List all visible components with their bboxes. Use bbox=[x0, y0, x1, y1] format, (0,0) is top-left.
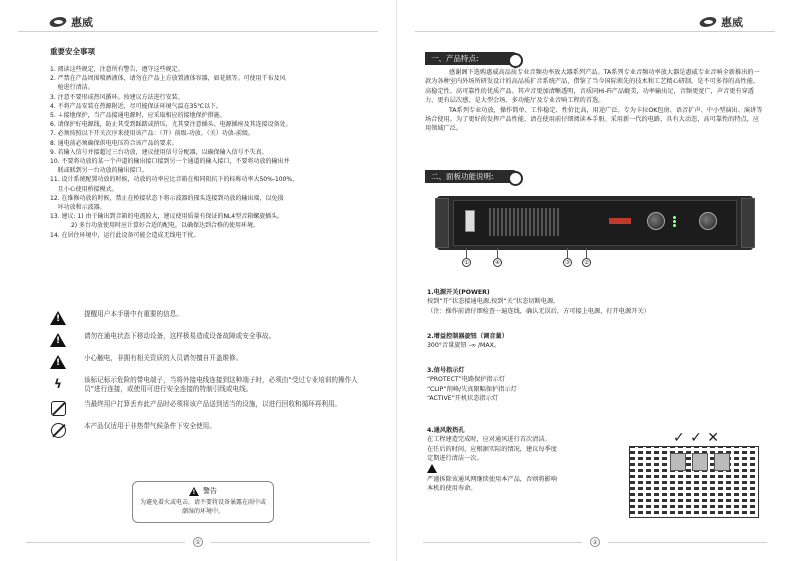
callout-4: ④ bbox=[493, 258, 502, 267]
warning-triangle-icon bbox=[50, 310, 66, 326]
safety-item: 8. 通电前必须确保供电电压符合该产品的要求。 bbox=[50, 139, 178, 147]
vent-illustration bbox=[629, 430, 759, 522]
warning-triangle-icon bbox=[50, 354, 66, 370]
brand-name: 惠威 bbox=[71, 16, 93, 29]
intro-text bbox=[425, 68, 763, 134]
icon-note-text: 该标记标示危险的带电端子，当将外接电线连接到这种端子时，必须由“受过专业培训的操作人员”进行连接，或使用可进行安全连接的特制引线或电线。 bbox=[84, 376, 358, 394]
gain-knob-illustration bbox=[699, 212, 717, 230]
safety-item: 5. ⏚接地保护，当产品接通电源时，应采取相应的接地保护措施。 bbox=[50, 112, 226, 120]
brand-logo-icon bbox=[700, 15, 718, 29]
function-line: 本机的使用寿命。 bbox=[427, 485, 477, 493]
recycle-bin-icon bbox=[50, 400, 66, 416]
callout-1: ① bbox=[462, 258, 471, 267]
function-power bbox=[427, 288, 757, 316]
icon-note-text: 本产品仅适用于非热带气候条件下安全使用。 bbox=[84, 422, 216, 431]
safety-item: 12. 在维修功放的时候，禁止在桥接状态下将示波器的探头连接到功放的输出端，以免损 bbox=[50, 194, 284, 202]
function-line: 按到“开”状态接通电源,按到“关”状态切断电源。 bbox=[427, 298, 560, 306]
header-logo-left bbox=[50, 12, 93, 32]
model-badge bbox=[609, 218, 631, 224]
safety-item: 9. 若输入信号并接超过三台功放，建议使用信号分配器，以确保输入信号不失真。 bbox=[50, 148, 268, 156]
icon-note-text: 提醒用户本手册中有重要的信息。 bbox=[84, 310, 183, 318]
safety-item: 2) 多台功放使用时应计算好合适的配电，以确保达到合格的使用环境。 bbox=[50, 222, 260, 230]
safety-item: 7. 必须按照以下开关次序来使用该产品：（开）前级-功放、（关）功放-前级。 bbox=[50, 130, 254, 138]
amplifier-front-panel bbox=[437, 190, 753, 254]
safety-item: 枪进行清洁。 bbox=[50, 84, 94, 92]
indicator-leds-illustration bbox=[673, 216, 691, 228]
safety-item: 6. 请保护好电源线，防止其受到踩踏或挤压，尤其要注意插头、电源插座及其连接设备处。 bbox=[50, 121, 292, 129]
function-line: （注：操作前请仔细检查一遍连线，确认无误后，方可接上电源，打开电源开关） bbox=[427, 307, 650, 315]
header-rule bbox=[18, 31, 378, 32]
warning-box bbox=[132, 481, 274, 523]
function-line: “PROTECT”电路保护指示灯 bbox=[427, 376, 506, 384]
icon-note bbox=[50, 400, 370, 416]
icon-note bbox=[50, 376, 370, 394]
right-page bbox=[397, 0, 793, 561]
function-line: “CLIP”削峰/失真限幅保护指示灯 bbox=[427, 385, 517, 393]
safety-item: 3. 注意不要形成热风循环。按建议方法进行安装。 bbox=[50, 93, 184, 101]
safety-list bbox=[50, 65, 372, 240]
safety-item: 1. 阅读这些规定，注意所有警告，遵守这些规定。 bbox=[50, 66, 184, 73]
intro-paragraph: 感谢阁下选购惠威高品质专业音频功率放大器系列产品。TA系列专业音频功率放大器是惠威专业音响全新推出的一款为各种室内外场所研发设计的高品质扩音系统产品，借鉴了当今国际领先的技术和工艺精心研制，是不可多得的高性能、高稳定性、高可靠性的优质产品。其声音更加清晰透明，音质同Hi-Fi产品媲美，功率输出足，音频更宽广，声音更有穿透力、更有层次感，是大型会场、多功能厅及专业音响工程的首选。 bbox=[425, 69, 760, 105]
page-number: ① bbox=[193, 537, 203, 547]
safety-item: 联或联到另一台功放的输出接口。 bbox=[50, 167, 148, 175]
safety-item: 11. 设计系统配置功放的时候，功放的功率应比音箱在相同阻抗下的标称功率大50%-100%， bbox=[50, 176, 299, 184]
warning-icon bbox=[189, 487, 199, 496]
icon-note bbox=[50, 310, 370, 326]
gain-knob-illustration bbox=[647, 212, 665, 230]
function-heading: 3.信号指示灯 bbox=[427, 367, 465, 374]
page-number: ② bbox=[590, 537, 600, 547]
section-heading-panel: 二、面板功能说明: bbox=[425, 170, 519, 183]
lightning-icon: ϟ bbox=[54, 377, 62, 391]
icon-note bbox=[50, 354, 370, 370]
warning-body: 为避免着火或电击，请不要将设备暴露在雨中或潮湿的环境中。 bbox=[139, 499, 266, 515]
page-footer-left bbox=[0, 537, 396, 547]
icon-notes bbox=[50, 310, 370, 444]
warning-icon bbox=[427, 464, 437, 473]
no-tropical-icon bbox=[50, 422, 66, 438]
safety-title: 重要安全事项 bbox=[50, 47, 95, 56]
cross-icon: ✕ bbox=[707, 430, 719, 446]
safety-item: 2. 严禁在产品周围喷洒液体，请勿在产品上方放置液体容器，如花瓶等。可使用干布及风 bbox=[50, 75, 286, 83]
function-line: 严谨拆除该通风网继续使用本产品，否则将影响 bbox=[427, 476, 557, 484]
safety-item: 4. 不将产品安装在热源附近，尽可能保证环境气温在35℃以下。 bbox=[50, 102, 223, 110]
brand-logo-icon bbox=[50, 15, 68, 29]
callout-2: ② bbox=[582, 258, 591, 267]
safety-item: 且小心使用桥接模式。 bbox=[50, 185, 118, 193]
icon-note bbox=[50, 422, 370, 438]
safety-item: 坏功放和示波器。 bbox=[50, 204, 106, 212]
check-icon: ✓ bbox=[690, 430, 702, 446]
safety-item: 10. 不要将功放的某一个声道的输出接口接到另一个通道的输入接口，不要将功放的输出并 bbox=[50, 158, 290, 166]
power-switch-illustration bbox=[465, 210, 475, 232]
intro-paragraph: TA系列专业功放，操作简单、工作稳定、性价比高，用途广泛。专为卡拉OK包房、语音扩声、中小型演出、演讲等场合使用。为了更好的发挥产品性能，请在使用前仔细阅读本手册。采用新一代的电路，具有大动态，高可靠性的特点，应用领域广泛。 bbox=[425, 106, 763, 133]
function-gain bbox=[427, 332, 757, 351]
function-vents bbox=[427, 426, 647, 494]
function-heading: 1.电源开关(POWER) bbox=[427, 289, 490, 296]
section-heading-features: 一、产品特点: bbox=[425, 52, 519, 65]
icon-note-text: 请勿在通电状态下移动设备，这样极易造成设备故障或安全事故。 bbox=[84, 332, 276, 340]
left-page bbox=[0, 0, 396, 561]
callout-3: ③ bbox=[563, 258, 572, 267]
vent-grille-illustration bbox=[489, 208, 559, 236]
function-heading: 4.通风散热孔 bbox=[427, 427, 465, 434]
check-icon: ✓ bbox=[673, 430, 685, 446]
icon-note bbox=[50, 332, 370, 348]
warning-triangle-icon bbox=[50, 332, 66, 348]
safety-item: 13. 建议: 1) 由于输出到音箱的电流较大，建议使用质量有保证的NL4型音箱螺旋插头。 bbox=[50, 213, 284, 221]
page-footer-right bbox=[397, 537, 793, 547]
function-line: “ACTIVE”开机状态指示灯 bbox=[427, 395, 499, 403]
function-line: 在工程建造完成时，应对通风进行首次清洁。 bbox=[427, 436, 551, 444]
function-line: 定期进行清洁一次。 bbox=[427, 455, 483, 463]
vent-grid bbox=[629, 446, 759, 518]
brand-name: 惠威 bbox=[721, 16, 743, 29]
warning-title: 警告 bbox=[203, 487, 217, 495]
function-line: 在任后的时间，应根据实际的情况，建议每季度 bbox=[427, 445, 557, 453]
function-line: 300°音量旋钮 -∞ /MAX。 bbox=[427, 342, 501, 350]
safety-item: 14. 在居住环境中，运行此设备可能会造成无线电干扰。 bbox=[50, 231, 200, 239]
icon-note-text: 当最终用户打算丢弃此产品时必须将该产品送到适当的设施，以进行回收和循环再利用。 bbox=[84, 400, 342, 409]
icon-note-text: 小心触电，非拥有相关资质的人员请勿擅自开盖维修。 bbox=[84, 354, 243, 362]
callout-markers bbox=[437, 248, 753, 272]
function-indicators bbox=[427, 366, 757, 404]
function-heading: 2.增益控制器旋钮（调音量） bbox=[427, 333, 508, 340]
header-rule bbox=[415, 31, 775, 32]
header-logo-right bbox=[700, 12, 743, 32]
